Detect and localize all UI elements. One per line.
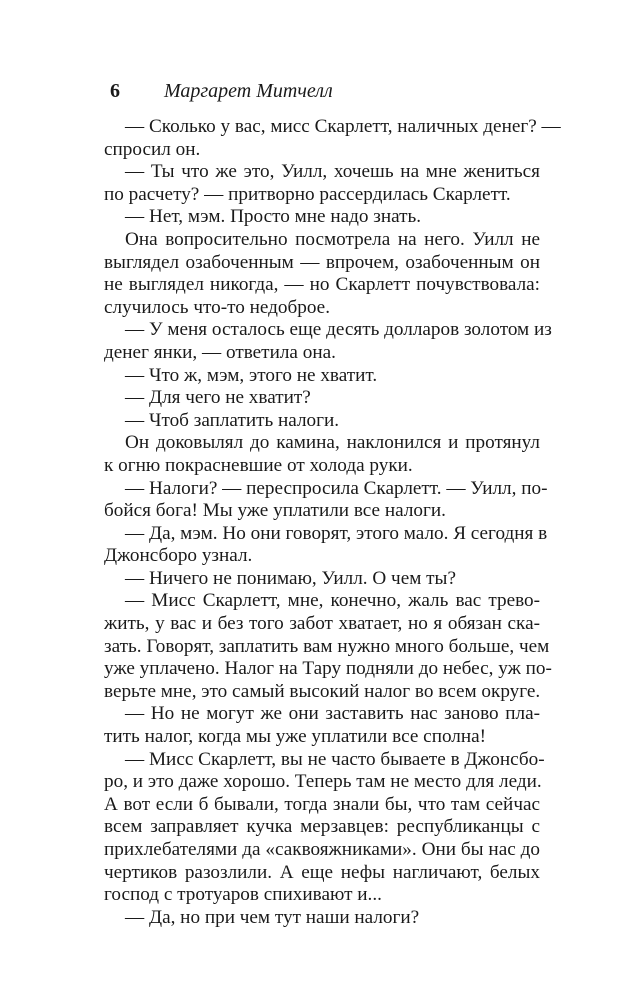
text-line: случилось что-то недоброе. [104, 296, 330, 318]
text-line: — Ничего не понимаю, Уилл. О чем ты? [125, 567, 456, 589]
running-head [110, 79, 530, 103]
text-line: чертиков разозлили. А еще нефы нагличают, белых [104, 861, 540, 883]
text-line: к огню покрасневшие от холода руки. [104, 454, 413, 476]
text-line: — Сколько у вас, мисс Скарлетт, наличных денег? — [125, 116, 561, 137]
text-line: — Что ж, мэм, этого не хватит. [125, 364, 378, 386]
text-line: всем заправляет кучка мерзавцев: республиканцы с [104, 816, 540, 838]
text-line: — Чтоб заплатить налоги. [125, 409, 340, 431]
text-line: не выглядел никогда, — но Скарлетт почувствовала: [104, 274, 540, 296]
text-line: — Да, но при чем тут наши налоги? [125, 906, 420, 928]
text-line: — Ты что же это, Уилл, хочешь на мне жениться [125, 161, 540, 183]
text-line: — Мисс Скарлетт, мне, конечно, жаль вас трево- [125, 590, 540, 612]
text-line: выглядел озабоченным — впрочем, озабоченным он [104, 251, 540, 273]
text-line: А вот если б бывали, тогда знали бы, что там сейчас [104, 793, 540, 815]
text-line: по расчету? — притворно рассердилась Скарлетт. [104, 183, 511, 205]
text-line: жить, у вас и без того забот хватает, но я обязан ска- [104, 613, 540, 635]
text-line: — Для чего не хватит? [125, 387, 311, 409]
text-line: — Мисс Скарлетт, вы не часто бываете в Джонсбо- [125, 748, 545, 770]
text-line: господ с тротуаров спихивают и... [104, 884, 382, 906]
text-line: — Нет, мэм. Просто мне надо знать. [125, 206, 422, 228]
text-line: Он доковылял до камина, наклонился и протянул [125, 432, 540, 454]
text-line: тить налог, когда мы уже уплатили все сполна! [104, 726, 487, 748]
text-line: бойся бога! Мы уже уплатили все налоги. [104, 500, 446, 522]
text-line: денег янки, — ответила она. [104, 341, 336, 363]
text-line: спросил он. [104, 138, 201, 160]
text-line: ро, и это даже хорошо. Теперь там не место для леди. [104, 771, 542, 793]
text-line: — Да, мэм. Но они говорят, этого мало. Я сегодня в [125, 522, 548, 544]
text-line: — Налоги? — переспросила Скарлетт. — Уилл, по- [125, 477, 548, 499]
text-line: уже уплачено. Налог на Тару подняли до небес, уж по- [104, 658, 552, 680]
text-line: верьте мне, это самый высокий налог во всем округе. [104, 680, 541, 702]
text-line: — Но не могут же они заставить нас заново пла- [125, 703, 540, 725]
text-line: Джонсборо узнал. [104, 545, 253, 567]
text-line: зать. Говорят, заплатить вам нужно много больше, чем [104, 635, 550, 657]
text-line: — У меня осталось еще десять долларов золотом из [125, 319, 552, 341]
text-line: прихлебателями да «саквояжниками». Они бы нас до [104, 839, 540, 860]
author-name: Маргарет Митчелл [164, 80, 333, 102]
text-line: Она вопросительно посмотрела на него. Уилл не [125, 228, 540, 250]
body-text [104, 116, 561, 929]
page-number: 6 [110, 80, 120, 102]
